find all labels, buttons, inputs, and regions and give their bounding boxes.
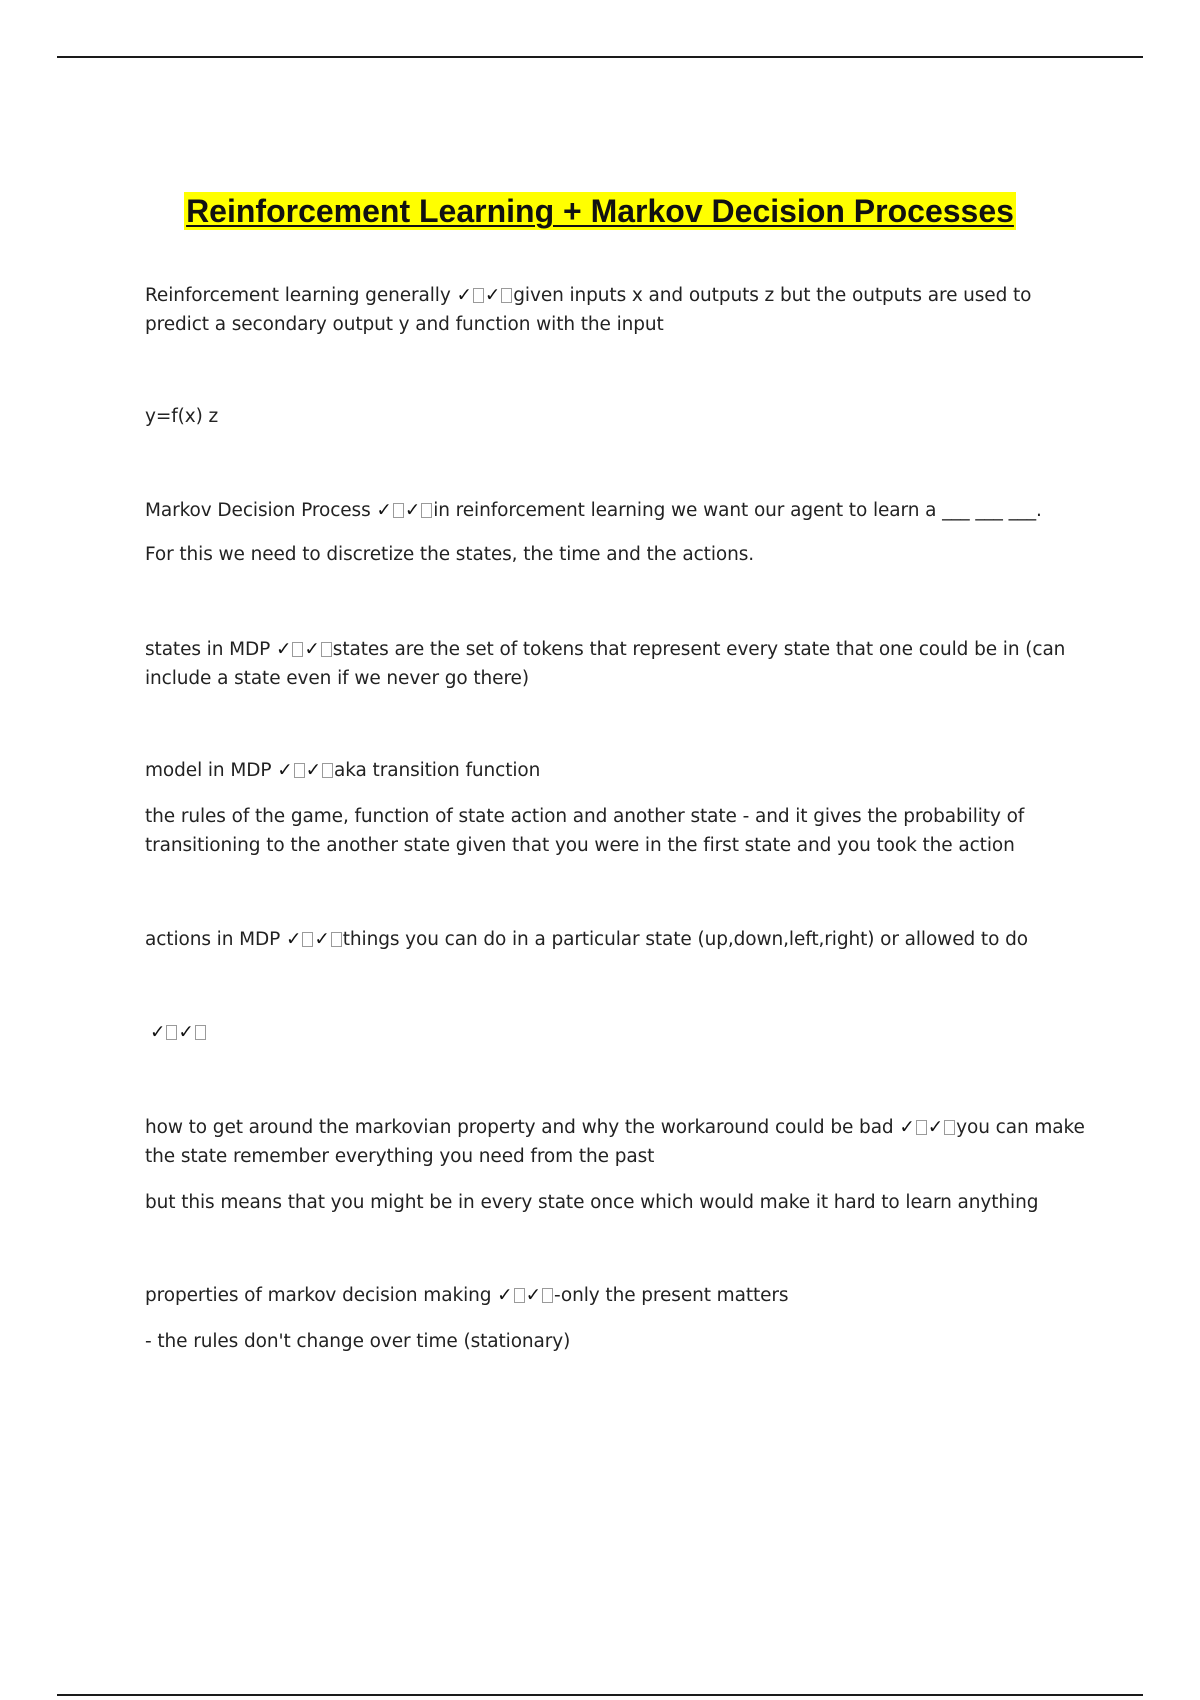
card-term: Reinforcement learning generally bbox=[145, 285, 451, 306]
check-icon: ✓ bbox=[314, 929, 330, 950]
card-actions-in-mdp bbox=[145, 925, 1090, 954]
box-icon bbox=[421, 503, 432, 518]
box-icon bbox=[542, 1288, 553, 1303]
check-icon: ✓ bbox=[178, 1022, 194, 1043]
discretize-line: For this we need to discretize the states, the time and the actions. bbox=[145, 544, 755, 565]
card-reinforcement-learning bbox=[145, 281, 1090, 339]
check-icon: ✓ bbox=[899, 1117, 915, 1138]
properties-detail: - the rules don't change over time (stationary) bbox=[145, 1331, 571, 1352]
check-icon: ✓ bbox=[484, 285, 501, 306]
card-model-in-mdp bbox=[145, 756, 1090, 785]
check-icon: ✓ bbox=[275, 639, 292, 660]
model-detail: the rules of the game, function of state action and another state - and it gives the probability of transitioning to the another state given that you were in the first state and you took the action bbox=[145, 806, 1030, 856]
box-icon bbox=[944, 1120, 955, 1135]
card-term: actions in MDP bbox=[145, 929, 281, 950]
card-definition: you can make the state remember everything you need from the past bbox=[145, 1117, 1091, 1167]
card-markov-decision-process bbox=[145, 496, 1090, 525]
card-definition: states are the set of tokens that represent every state that one could be in (can include a state even if we never go there) bbox=[145, 639, 1072, 689]
box-icon bbox=[195, 1025, 206, 1040]
check-icon: ✓ bbox=[304, 639, 320, 660]
card-empty bbox=[150, 1018, 1095, 1047]
box-icon bbox=[331, 932, 342, 947]
check-icon: ✓ bbox=[376, 500, 392, 521]
card-term: Markov Decision Process bbox=[145, 500, 371, 521]
check-icon: ✓ bbox=[150, 1022, 166, 1043]
card-term: properties of markov decision making bbox=[145, 1285, 492, 1306]
check-icon: ✓ bbox=[927, 1117, 944, 1138]
title-wrap bbox=[0, 192, 1200, 230]
box-icon bbox=[393, 503, 404, 518]
box-icon bbox=[916, 1120, 927, 1135]
box-icon bbox=[514, 1288, 525, 1303]
page-title: Reinforcement Learning + Markov Decision Processes bbox=[186, 193, 1014, 229]
check-icon: ✓ bbox=[456, 285, 472, 306]
workaround-detail: but this means that you might be in every state once which would make it hard to learn anything bbox=[145, 1192, 1039, 1213]
card-term: how to get around the markovian property and why the workaround could be bad bbox=[145, 1117, 894, 1138]
box-icon bbox=[473, 288, 484, 303]
check-icon: ✓ bbox=[497, 1285, 513, 1306]
card-definition: given inputs x and outputs z but the outputs are used to predict a secondary output y and function with the input bbox=[145, 285, 1038, 335]
box-icon bbox=[321, 642, 332, 657]
box-icon bbox=[294, 763, 305, 778]
check-icon: ✓ bbox=[525, 1285, 541, 1306]
card-definition: in reinforcement learning we want our agent to learn a ___ ___ ___. bbox=[433, 500, 1042, 521]
box-icon bbox=[501, 288, 512, 303]
check-icon: ✓ bbox=[404, 500, 421, 521]
card-markov-properties bbox=[145, 1281, 1090, 1310]
formula-line: y=f(x) z bbox=[145, 406, 219, 427]
check-icon: ✓ bbox=[285, 929, 302, 950]
card-definition: aka transition function bbox=[334, 760, 541, 781]
box-icon bbox=[292, 642, 303, 657]
card-markovian-workaround bbox=[145, 1113, 1095, 1171]
check-icon: ✓ bbox=[277, 760, 293, 781]
top-rule bbox=[57, 56, 1143, 58]
box-icon bbox=[166, 1025, 177, 1040]
card-term: states in MDP bbox=[145, 639, 271, 660]
card-term: model in MDP bbox=[145, 760, 272, 781]
card-definition: things you can do in a particular state (up,down,left,right) or allowed to do bbox=[342, 929, 1028, 950]
card-definition: -only the present matters bbox=[553, 1285, 789, 1306]
card-states-in-mdp bbox=[145, 635, 1090, 693]
box-icon bbox=[302, 932, 313, 947]
bottom-rule bbox=[57, 1694, 1143, 1696]
box-icon bbox=[322, 763, 333, 778]
check-icon: ✓ bbox=[305, 760, 321, 781]
